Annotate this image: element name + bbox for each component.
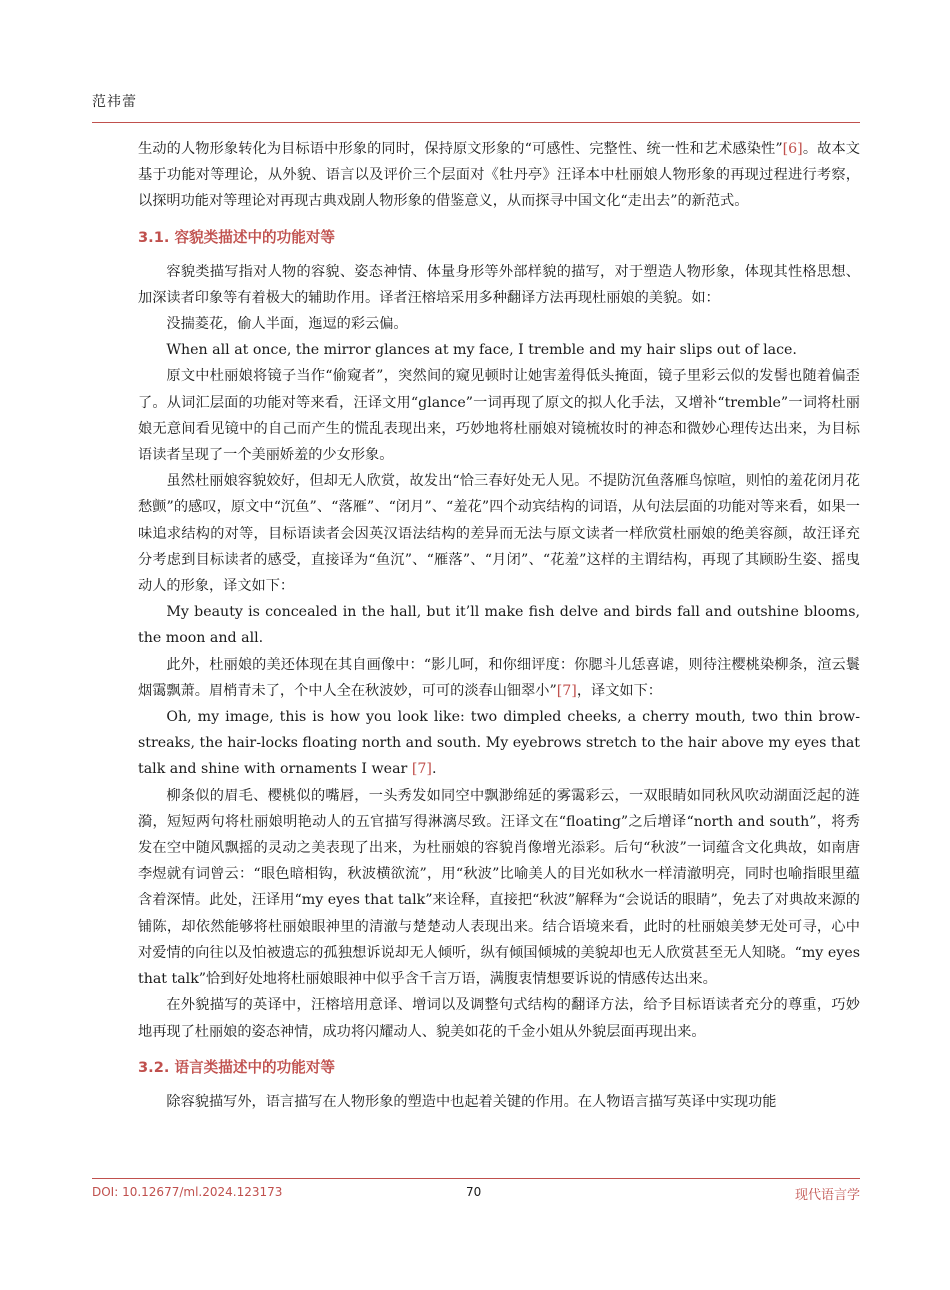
running-header-author: 范祎蕾 <box>92 94 137 110</box>
paragraph-text: 此外，杜丽娘的美还体现在其自画像中：“影儿呵，和你细评度：你腮斗儿恁喜谑，则待注樱桃染柳条，渲云鬟烟霭飘萧。眉梢青未了，个中人全在秋波妙，可可的淡春山钿翠小” <box>138 656 860 699</box>
quote-text: Oh, my image, this is how you look like: two dimpled cheeks, a cherry mouth, two thin brow-streaks, the hair-locks floating north and south. My eyebrows stretch to the hair above my eyes that talk and shine with ornaments I wear <box>138 709 860 778</box>
footer-doi-link[interactable]: DOI: 10.12677/ml.2024.123173 <box>92 1185 283 1199</box>
citation-link[interactable]: [7] <box>556 682 577 699</box>
footer-divider <box>92 1178 860 1179</box>
citation-link[interactable]: [7] <box>411 761 432 778</box>
quote-english: My beauty is concealed in the hall, but it’ll make fish delve and birds fall and outshine blooms, the moon and all. <box>138 604 860 647</box>
intro-text: 生动的人物形象转化为目标语中形象的同时，保持原文形象的“可感性、完整性、统一性和艺术感染性” <box>138 141 783 157</box>
paragraph: 原文中杜丽娘将镜子当作“偷窥者”，突然间的窥见顿时让她害羞得低头掩面，镜子里彩云似的发髻也随着偏歪了。从词汇层面的功能对等来看，汪译文用“glance”一词再现了原文的拟人化手法，又增补“tremble”一词将杜丽娘无意间看见镜中的自己而产生的慌乱表现出来，巧妙地将杜丽娘对镜梳妆时的神态和微妙心理传达出来，为目标语读者呈现了一个美丽娇羞的少女形象。 <box>138 368 860 464</box>
paragraph: 容貌类描写指对人物的容貌、姿态神情、体量身形等外部样貌的描写，对于塑造人物形象，体现其性格思想、加深读者印象等有着极大的辅助作用。译者汪榕培采用多种翻译方法再现杜丽娘的美貌。如： <box>138 263 860 306</box>
quote-text-end: . <box>431 761 437 778</box>
paragraph: 虽然杜丽娘容貌姣好，但却无人欣赏，故发出“恰三春好处无人见。不提防沉鱼落雁鸟惊喧，则怕的羞花闭月花愁颤”的感叹，原文中“沉鱼”、“落雁”、“闭月”、“羞花”四个动宾结构的词语，从句法层面的功能对等来看，如果一味追求结构的对等，目标语读者会因英汉语法结构的差异而无法与原文读者一样欣赏杜丽娘的绝美容颜，故汪译充分考虑到目标读者的感受，直接译为“鱼沉”、“雁落”、“月闭”、“花羞”这样的主谓结构，再现了其顾盼生姿、摇曳动人的形象，译文如下： <box>138 473 860 595</box>
quote-english: When all at once, the mirror glances at my face, I tremble and my hair slips out of lace. <box>166 342 797 359</box>
paragraph <box>138 652 860 704</box>
journal-name: 现代语言学 <box>794 1188 860 1203</box>
citation-link[interactable]: [6] <box>782 141 803 157</box>
paragraph: 在外貌描写的英译中，汪榕培用意译、增词以及调整句式结构的翻译方法，给予目标语读者充分的尊重，巧妙地再现了杜丽娘的姿态神情，成功将闪耀动人、貌美如花的千金小姐从外貌层面再现出来。 <box>138 997 860 1040</box>
paragraph: 柳条似的眉毛、樱桃似的嘴唇，一头秀发如同空中飘渺绵延的雾霭彩云，一双眼睛如同秋风吹动湖面泛起的涟漪，短短两句将杜丽娘明艳动人的五官描写得淋漓尽致。汪译文在“floating”之后增译“north and south”，将秀发在空中随风飘摇的灵动之美表现了出来，为杜丽娘的容貌肖像增光添彩。后句“秋波”一词蕴含文化典故，如南唐李煜就有词曾云：“眼色暗相钩，秋波横欲流”，用“秋波”比喻美人的目光如秋水一样清澈明亮，同时也喻指眼里蕴含着深情。此处，汪译用“my eyes that talk”来诠释，直接把“秋波”解释为“会说话的眼睛”，免去了对典故来源的铺陈，却依然能够将杜丽娘眼神里的清澈与楚楚动人表现出来。结合语境来看，此时的杜丽娘美梦无处可寻，心中对爱情的向往以及怕被遗忘的孤独想诉说却无人倾听，纵有倾国倾城的美貌却也无人欣赏甚至无人知晓。“my eyes that talk”恰到好处地将杜丽娘眼神中似乎含千言万语，满腹衷情想要诉说的情感传达出来。 <box>138 787 860 988</box>
article-body <box>138 136 860 1115</box>
section-heading-3-2: 3.2. 语言类描述中的功能对等 <box>138 1058 336 1076</box>
page-number: 70 <box>466 1185 482 1199</box>
quote-english <box>138 704 860 783</box>
intro-text-continued: 。故本文基于功能对等理论，从外貌、语言以及评价三个层面对《牡丹亭》汪译本中杜丽娘人物形象的再现过程进行考察，以探明功能对等理论对再现古典戏剧人物形象的借鉴意义，从而探寻中国文化“走出去”的新范式。 <box>138 141 860 210</box>
intro-paragraph <box>138 136 860 215</box>
quote-chinese: 没揣菱花，偷人半面，迤逗的彩云偏。 <box>166 316 408 333</box>
paragraph-text-continued: ，译文如下： <box>576 682 662 699</box>
section-heading-3-1: 3.1. 容貌类描述中的功能对等 <box>138 228 336 246</box>
header-divider <box>92 122 860 123</box>
paragraph: 除容貌描写外，语言描写在人物形象的塑造中也起着关键的作用。在人物语言描写英译中实现功能 <box>166 1093 777 1110</box>
